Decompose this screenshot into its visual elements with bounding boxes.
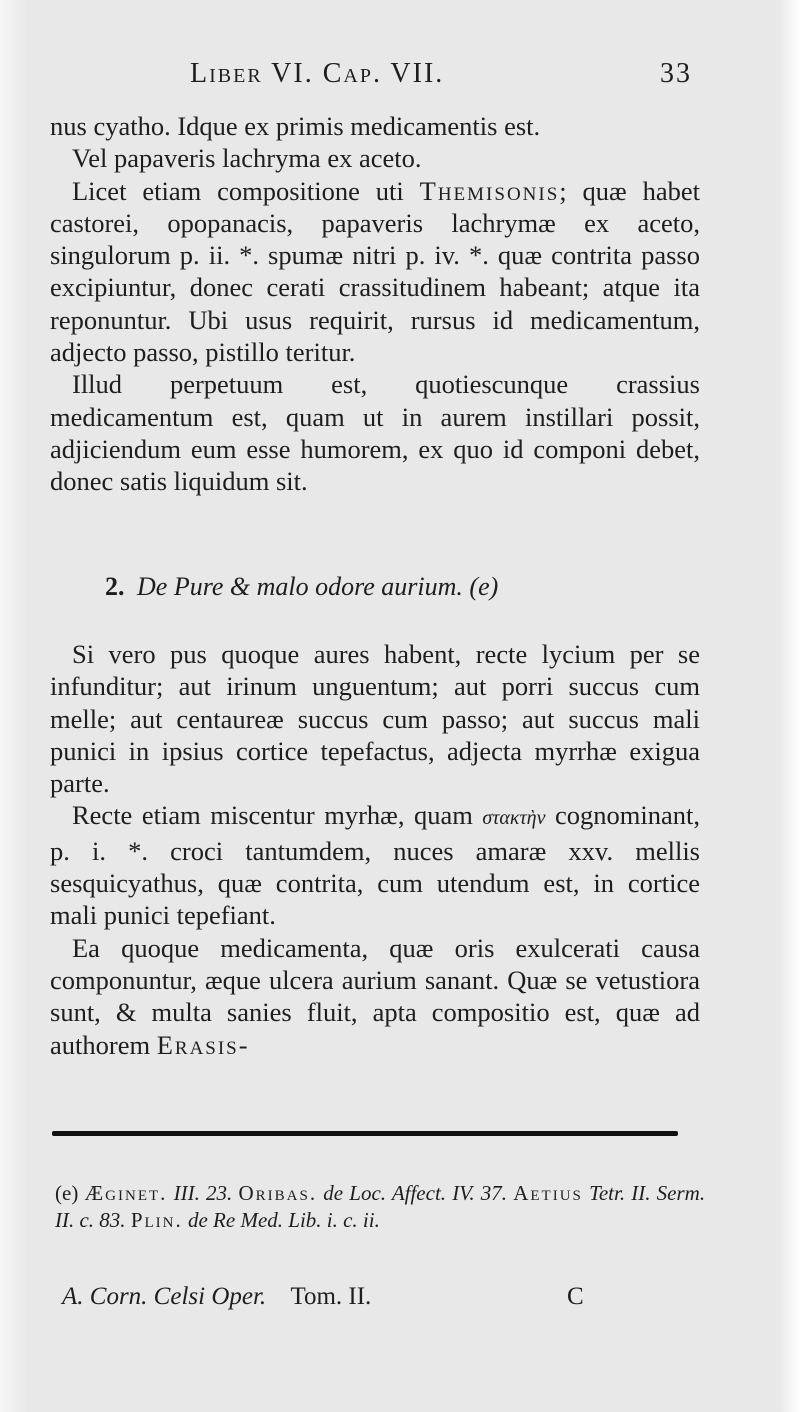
footnote-ref: de Re Med. Lib. i. c. ii.: [187, 1208, 380, 1232]
footnote-mark: (e): [55, 1181, 79, 1205]
paragraph: [50, 638, 700, 799]
paragraph: [50, 142, 700, 174]
running-header: [190, 58, 690, 90]
footnote-ref: Tetr. II. Serm. II. c. 83.: [55, 1181, 706, 1232]
page-number: 33: [660, 58, 692, 89]
footnote-author: Oribas.: [238, 1181, 318, 1205]
running-title: Liber VI. Cap. VII.: [190, 58, 445, 89]
section-heading: [105, 572, 705, 602]
paragraph: [50, 932, 700, 1061]
printer-signature: [62, 1283, 622, 1311]
footnote-author: Plin.: [130, 1208, 183, 1232]
section-number: 2.: [105, 572, 125, 601]
text-run: cognominant, p. i. *. croci tantumdem, nuces amaræ xxv. mellis sesquicyathus, quæ contrita, cum utendum est, in cortice mali punici tepefiant.: [50, 800, 700, 931]
text-run: Illud perpetuum est, quotiescunque crassius medicamentum est, quam ut in aurem instillari possit, adjiciendum eum esse humorem, ex quo id componi debet, donec satis liquidum sit.: [50, 369, 700, 497]
text-run: Recte etiam miscentur myrhæ, quam: [72, 800, 483, 831]
text-run: Licet etiam compositione uti: [72, 175, 420, 206]
author-name: Themisonis: [419, 175, 560, 206]
footnote: [55, 1180, 705, 1234]
footnote-author: Æginet.: [84, 1181, 168, 1205]
text-run: Si vero pus quoque aures habent, recte lycium per se infunditur; aut irinum unguentum; aut porri succus cum melle; aut centaureæ succus cum passo; aut succus mali punici in ipsius cortice tepefactus, adjecta myrrhæ exigua parte.: [50, 639, 700, 799]
paragraph: [50, 175, 700, 369]
text-line: nus cyatho. Idque ex primis medicamentis est.: [50, 111, 541, 141]
section-title: De Pure & malo odore aurium. (e): [137, 572, 499, 601]
main-text-top: [50, 110, 700, 498]
text-run: Ea quoque medicamenta, quæ oris exulcerati causa componuntur, æque ulcera aurium sanant. Quæ se vetustiora sunt, & multa sanies fluit, apta compositio est, quæ ad authorem: [50, 932, 700, 1060]
footnote-rule: [52, 1131, 678, 1136]
main-text-bottom: [50, 638, 700, 1061]
signature-title: A. Corn. Celsi Oper.: [62, 1283, 267, 1310]
signature-tome: Tom. II.: [290, 1283, 372, 1310]
text-run: ; quæ habet castorei, opopanacis, papaveris lachrymæ ex aceto, singulorum p. ii. *. spumæ nitri p. iv. *. quæ contrita passo excipiuntur, donec cerati crassitudinem habeant; atque ita reponuntur. Ubi usus requirit, rursus id medicamentum, adjecto passo, pistillo teritur.: [50, 175, 700, 368]
text-line: Vel papaveris lachryma ex aceto.: [72, 143, 422, 174]
signature-letter: C: [567, 1283, 584, 1310]
greek-word: στακτὴν: [482, 807, 546, 830]
author-name: Erasis-: [156, 1029, 250, 1060]
paragraph: [50, 799, 700, 931]
footnote-ref: III. 23.: [173, 1181, 233, 1205]
paragraph: [50, 368, 700, 497]
paragraph-continuation: [50, 110, 700, 142]
footnote-ref: de Loc. Affect. IV. 37.: [323, 1181, 508, 1205]
footnote-author: Aetius: [513, 1181, 583, 1205]
